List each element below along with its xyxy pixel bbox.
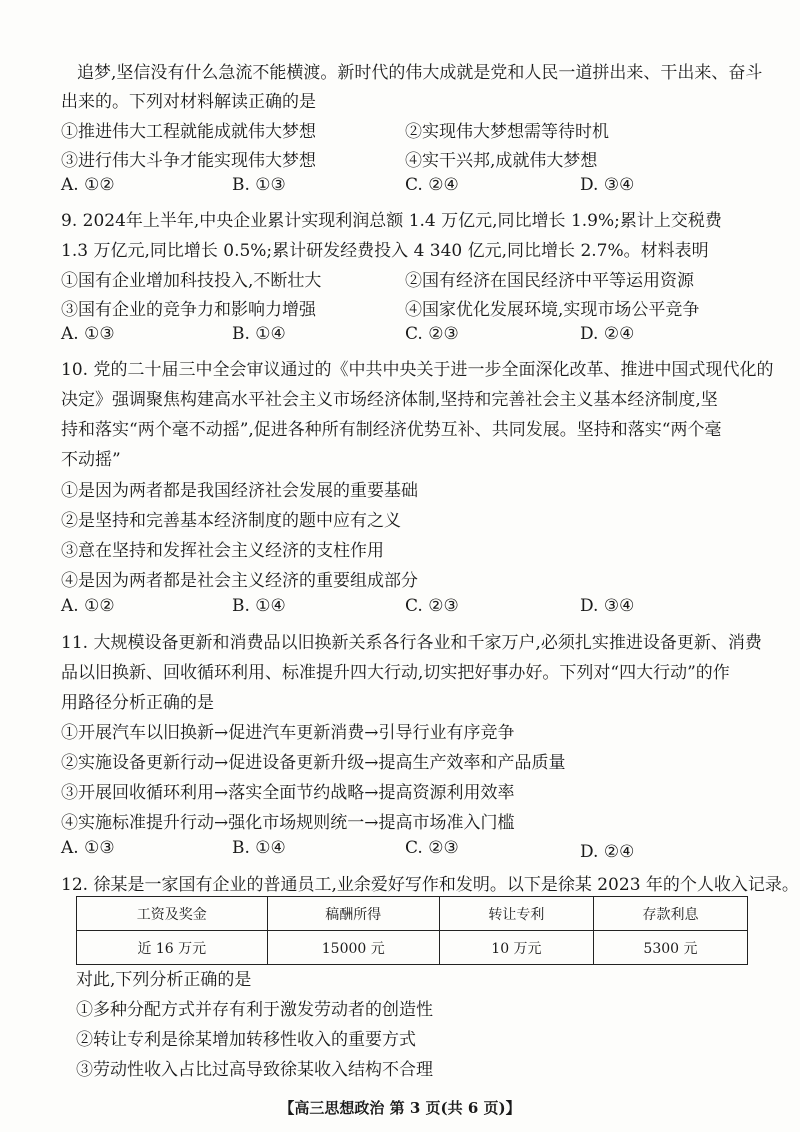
q11-answer-d: D. ②④ <box>580 842 635 862</box>
table-cell: 15000 元 <box>267 931 439 965</box>
q8-option-2: ②实现伟大梦想需等待时机 <box>405 122 609 142</box>
q10-stem-line-3: 持和落实“两个毫不动摇”,促进各种所有制经济优势互补、共同发展。坚持和落实“两个毫 <box>61 420 722 440</box>
q8-answer-b: B. ①③ <box>232 175 286 195</box>
table-header-cell: 转让专利 <box>439 897 593 931</box>
table-row <box>77 931 748 965</box>
q11-option-2: ②实施设备更新行动→促进设备更新升级→提高生产效率和产品质量 <box>61 753 566 773</box>
table-cell: 10 万元 <box>439 931 593 965</box>
table-header-cell: 工资及奖金 <box>77 897 268 931</box>
q9-option-2: ②国有经济在国民经济中平等运用资源 <box>405 271 694 291</box>
q9-answer-c: C. ②③ <box>405 324 459 344</box>
q11-option-4: ④实施标准提升行动→强化市场规则统一→提高市场准入门槛 <box>61 813 515 833</box>
table-cell: 5300 元 <box>593 931 747 965</box>
q12-stem-line-1: 12. 徐某是一家国有企业的普通员工,业余爱好写作和发明。以下是徐某 2023 年的个人收入记录。 <box>61 875 799 895</box>
income-table <box>76 896 748 965</box>
q9-stem-line-2: 1.3 万亿元,同比增长 0.5%;累计研发经费投入 4 340 亿元,同比增长 2.7%。材料表明 <box>61 241 709 261</box>
q12-option-3: ③劳动性收入占比过高导致徐某收入结构不合理 <box>76 1060 433 1080</box>
intro-line-1: 追梦,坚信没有什么急流不能横渡。新时代的伟大成就是党和人民一道拼出来、干出来、奋斗 <box>77 63 763 83</box>
q10-option-4: ④是因为两者都是社会主义经济的重要组成部分 <box>61 571 418 591</box>
q9-answer-b: B. ①④ <box>232 324 286 344</box>
q12-option-1: ①多种分配方式并存有利于激发劳动者的创造性 <box>76 1000 433 1020</box>
q11-answer-c: C. ②③ <box>405 838 459 858</box>
q9-stem-line-1: 9. 2024年上半年,中央企业累计实现利润总额 1.4 万亿元,同比增长 1.9%;累计上交税费 <box>61 211 722 231</box>
q9-option-1: ①国有企业增加科技投入,不断壮大 <box>61 271 322 291</box>
q9-option-3: ③国有企业的竞争力和影响力增强 <box>61 300 316 320</box>
q10-answer-b: B. ①④ <box>232 596 286 616</box>
q11-stem-line-1: 11. 大规模设备更新和消费品以旧换新关系各行各业和千家万户,必须扎实推进设备更新、消费 <box>61 633 762 653</box>
table-header-cell: 存款利息 <box>593 897 747 931</box>
table-header-cell: 稿酬所得 <box>267 897 439 931</box>
q10-option-1: ①是因为两者都是我国经济社会发展的重要基础 <box>61 481 418 501</box>
q8-answer-d: D. ③④ <box>580 175 635 195</box>
q8-option-4: ④实干兴邦,成就伟大梦想 <box>405 151 598 171</box>
q11-stem-line-2: 品以旧换新、回收循环利用、标准提升四大行动,切实把好事办好。下列对“四大行动”的作 <box>61 663 730 683</box>
q10-option-3: ③意在坚持和发挥社会主义经济的支柱作用 <box>61 541 384 561</box>
q11-answer-a: A. ①③ <box>61 838 115 858</box>
q8-option-3: ③进行伟大斗争才能实现伟大梦想 <box>61 151 316 171</box>
q8-option-1: ①推进伟大工程就能成就伟大梦想 <box>61 122 316 142</box>
q9-option-4: ④国家优化发展环境,实现市场公平竞争 <box>405 300 700 320</box>
intro-line-2: 出来的。下列对材料解读正确的是 <box>61 92 316 112</box>
table-header-row <box>77 897 748 931</box>
q11-option-1: ①开展汽车以旧换新→促进汽车更新消费→引导行业有序竞争 <box>61 723 515 743</box>
q8-answer-c: C. ②④ <box>405 175 459 195</box>
q10-answer-c: C. ②③ <box>405 596 459 616</box>
q10-stem-line-2: 决定》强调聚焦构建高水平社会主义市场经济体制,坚持和完善社会主义基本经济制度,坚 <box>61 390 718 410</box>
q10-stem-line-1: 10. 党的二十届三中全会审议通过的《中共中央关于进一步全面深化改革、推进中国式现代化的 <box>61 360 774 380</box>
q11-answer-b: B. ①④ <box>232 838 286 858</box>
q10-answer-d: D. ③④ <box>580 596 635 616</box>
q10-answer-a: A. ①② <box>61 596 115 616</box>
q11-stem-line-3: 用路径分析正确的是 <box>61 693 214 713</box>
q9-answer-a: A. ①③ <box>61 324 115 344</box>
q8-answer-a: A. ①② <box>61 175 115 195</box>
page-footer: 【高三思想政治 第 3 页(共 6 页)】 <box>279 1099 521 1117</box>
q9-answer-d: D. ②④ <box>580 324 635 344</box>
q12-question: 对此,下列分析正确的是 <box>76 970 252 990</box>
q12-option-2: ②转让专利是徐某增加转移性收入的重要方式 <box>76 1030 416 1050</box>
q11-option-3: ③开展回收循环利用→落实全面节约战略→提高资源利用效率 <box>61 783 515 803</box>
q10-stem-line-4: 不动摇” <box>61 450 121 470</box>
q10-option-2: ②是坚持和完善基本经济制度的题中应有之义 <box>61 511 401 531</box>
table-cell: 近 16 万元 <box>77 931 268 965</box>
